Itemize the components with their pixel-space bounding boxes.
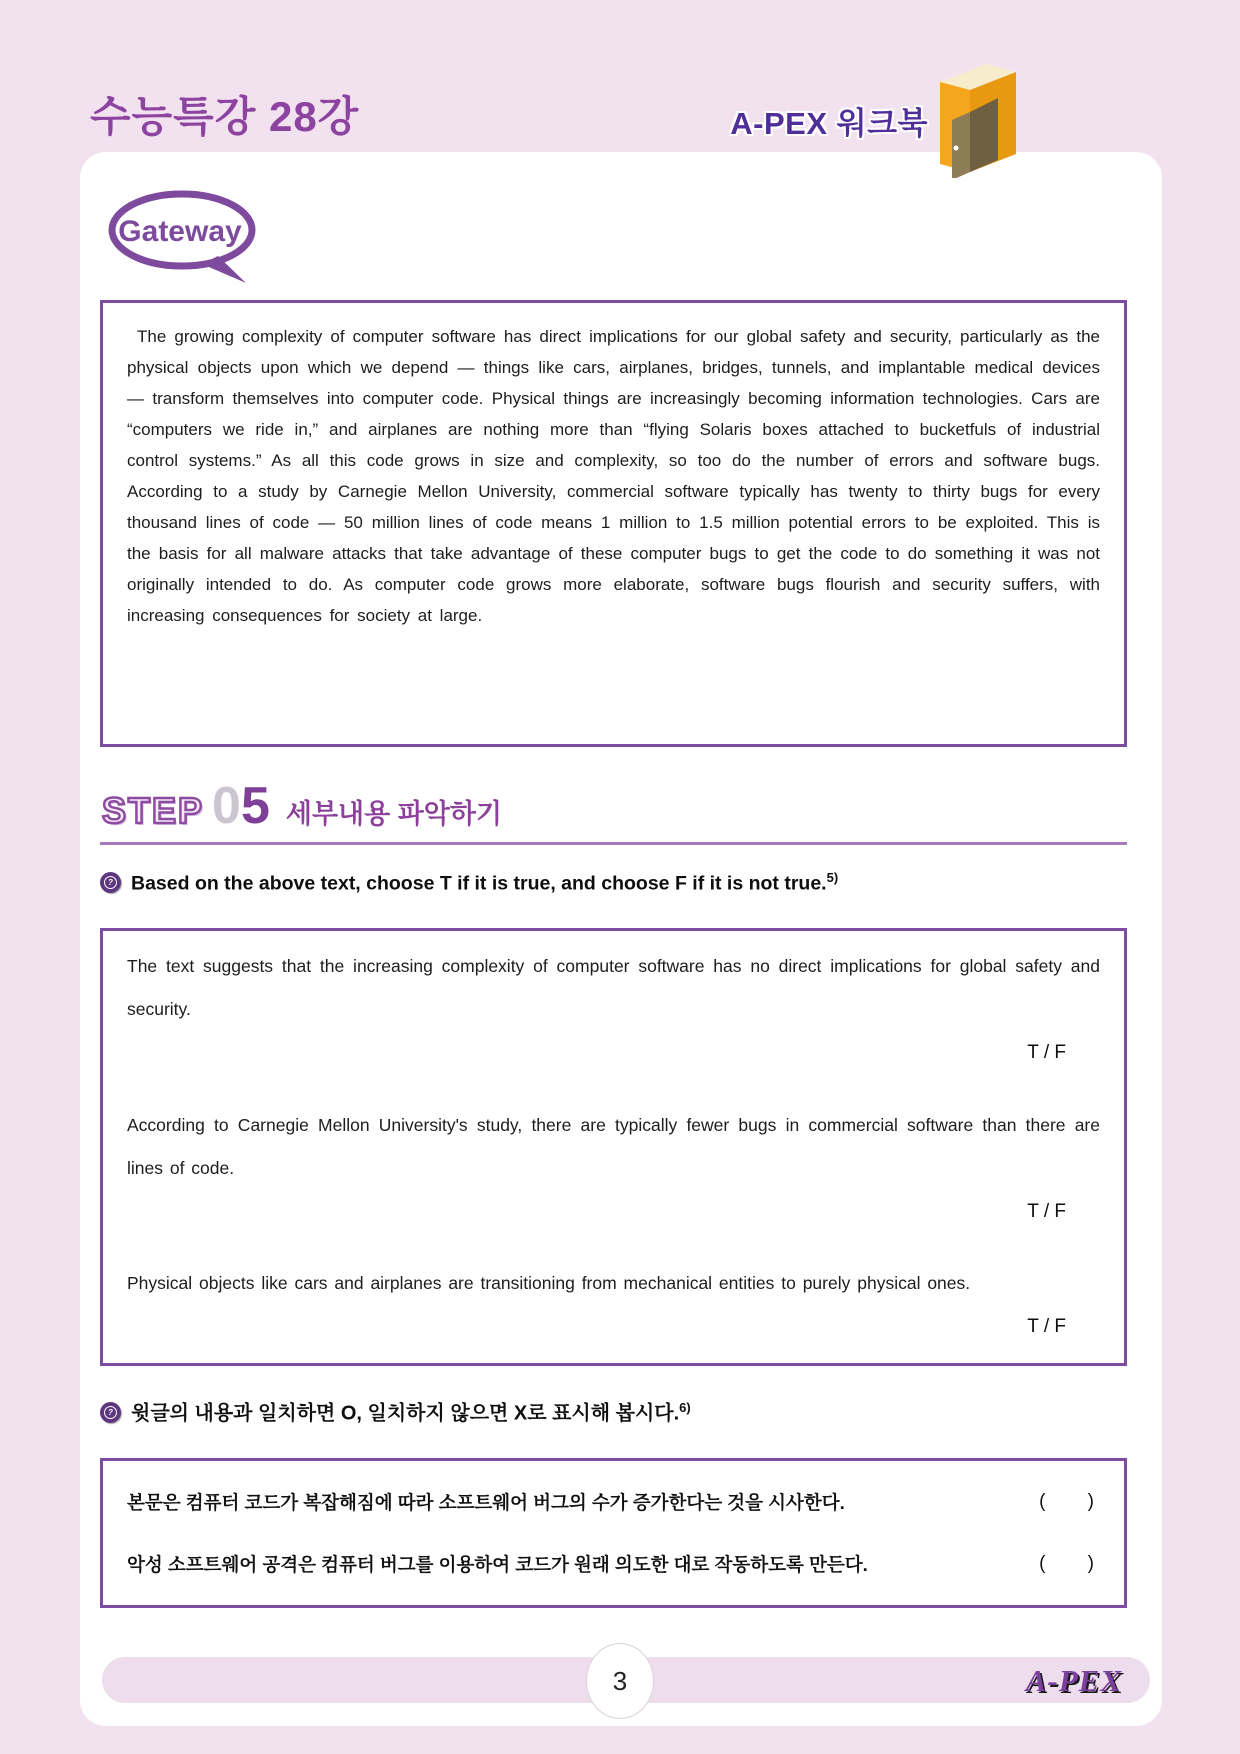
tf-choice: T / F [1027,1316,1066,1337]
tf-choice: T / F [1027,1042,1066,1063]
tf-item [127,1262,1100,1349]
passage-box [100,300,1127,747]
tf-statement: Physical objects like cars and airplanes are transitioning from mechanical entities to purely physical ones. [127,1273,971,1293]
ox-answer-blank: ( ) [1039,1491,1094,1512]
tf-statement: According to Carnegie Mellon University's study, there are typically fewer bugs in commercial software than there are lines of code. [127,1114,1100,1178]
step-title: 세부내용 파악하기 [285,799,503,829]
ox-statements-box [100,1458,1127,1608]
step-digit-five: 5 [240,777,270,835]
question-bullet-glyph [104,1406,117,1419]
page-number: 3 [586,1643,654,1719]
ox-statement: 악성 소프트웨어 공격은 컴퓨터 버그를 이용하여 코드가 원래 의도한 대로 작동하도록 만든다. [127,1554,868,1575]
footer-brand-logo: A-PEX [1025,1663,1122,1698]
page-title: 수능특강 28강 [90,93,360,140]
gateway-logo [100,186,275,296]
ox-item [127,1551,1100,1577]
footnote-ref: 5) [826,870,839,885]
open-book-door-icon [928,60,1028,183]
step-word: STEP [102,790,205,831]
question-bullet-glyph [104,876,117,889]
ox-answer-blank: ( ) [1039,1553,1094,1574]
tf-item [127,1104,1100,1234]
question-tf-prompt [100,870,838,896]
question-ox-prompt [100,1400,691,1426]
ox-statement: 본문은 컴퓨터 코드가 복잡해짐에 따라 소프트웨어 버그의 수가 증가한다는 것을 시사한다. [127,1492,845,1513]
step-digit-zero: 0 [212,777,241,835]
step-underline [100,842,1127,845]
question-ox-text: 윗글의 내용과 일치하면 O, 일치하지 않으면 X로 표시해 봅시다.$^{6)}$ [131,1400,691,1425]
tf-statement: The text suggests that the increasing complexity of computer software has no direct implications for global safety and security. [127,956,1100,1019]
brand-label: A-PEX 워크북 [730,106,928,141]
question-bullet-icon [100,872,121,893]
footnote-ref: 6) [679,1400,691,1415]
question-bullet-icon [100,1402,121,1423]
tf-item [127,945,1100,1075]
passage-text: The growing complexity of computer software has direct implications for our global safety and security, particularly as the physical objects upon which we depend — things like cars, airplanes, bridges, tunnels, and implantable medical devices — transform themselves into computer code. Physical things are increasingly becoming information technologies. Cars are “computers we ride in,” and airplanes are nothing more than “flying Solaris boxes attached to bucketfuls of industrial control systems.” As all this code grows in size and complexity, so too do the number of errors and software bugs. According to a study by Carnegie Mellon University, commercial software typically has twenty to thirty bugs for every thousand lines of code — 50 million lines of code means 1 million to 1.5 million potential errors to be exploited. This is the basis for all malware attacks that take advantage of these computer bugs to get the code to do something it was not originally intended to do. As computer code grows more elaborate, software bugs flourish and security suffers, with increasing consequences for society at large. [127,327,1100,625]
tf-statements-box [100,928,1127,1366]
ox-item [127,1489,1100,1515]
question-tf-text: Based on the above text, choose T if it is true, and choose F if it is not true.$^{5)}$ [131,870,839,895]
tf-choice: T / F [1027,1200,1066,1222]
step-heading [102,777,503,835]
gateway-label: Gateway [118,215,242,248]
